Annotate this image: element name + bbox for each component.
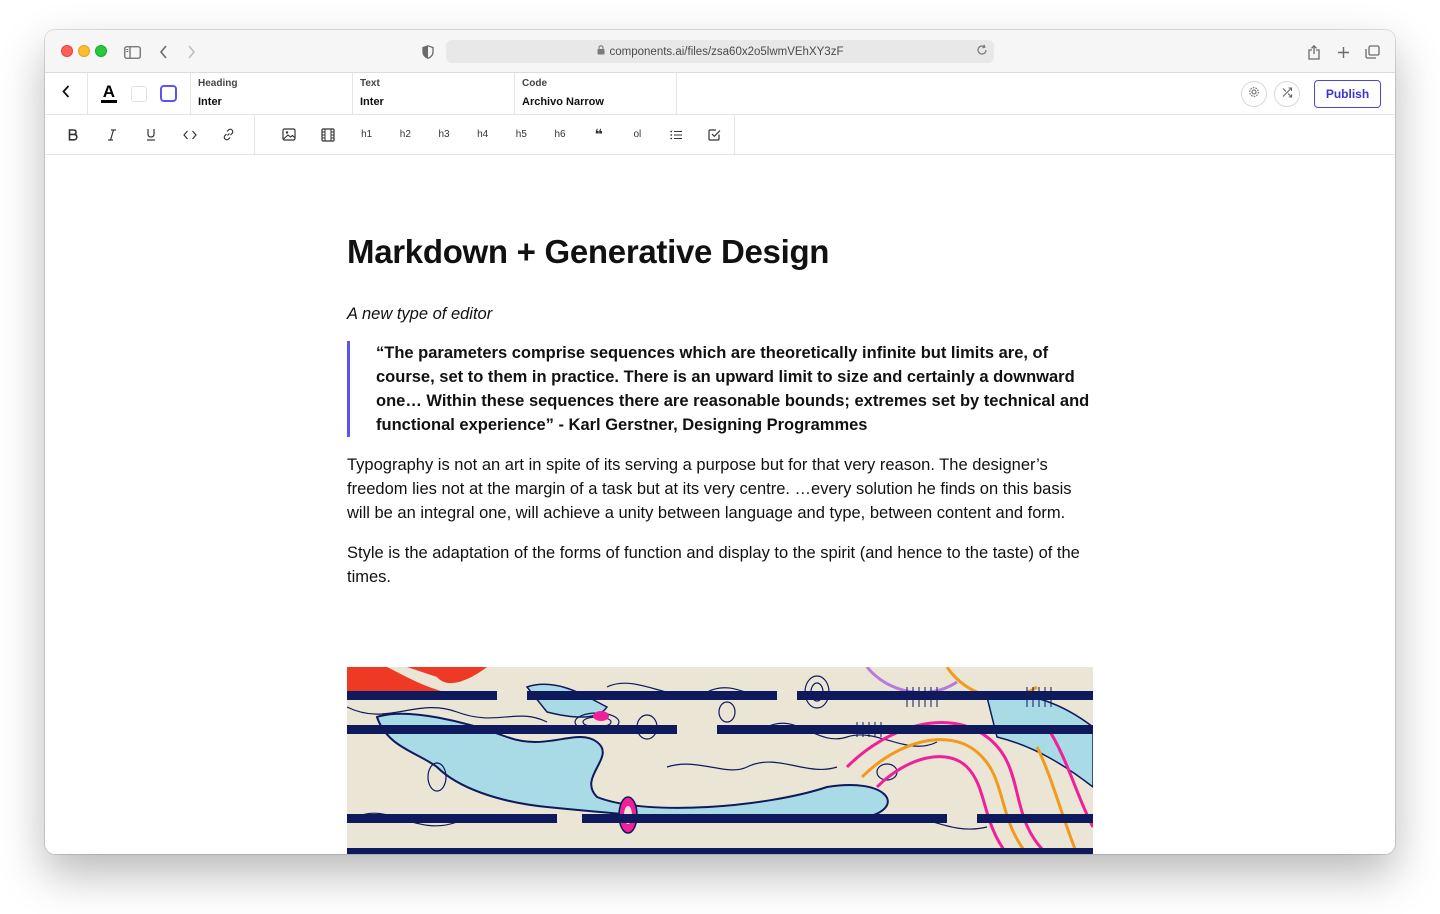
text-color-button[interactable]: A	[102, 82, 116, 101]
address-bar[interactable]	[446, 40, 994, 63]
reload-icon[interactable]	[976, 44, 988, 59]
back-button[interactable]	[45, 73, 88, 114]
back-nav-icon[interactable]	[152, 41, 174, 63]
zoom-window-button[interactable]	[95, 45, 107, 57]
publish-button[interactable]: Publish	[1314, 80, 1381, 108]
italic-button[interactable]	[92, 115, 131, 154]
link-icon	[222, 128, 235, 141]
browser-window	[45, 30, 1395, 854]
document-title[interactable]: Markdown + Generative Design	[347, 233, 830, 270]
h6-button[interactable]: h6	[554, 129, 566, 140]
code-font-label: Code	[522, 78, 547, 89]
bold-button[interactable]	[53, 115, 92, 154]
sidebar-icon[interactable]	[121, 41, 143, 63]
code-font-value: Archivo Narrow	[522, 96, 604, 108]
film-icon	[321, 128, 335, 142]
bullet-list-button[interactable]	[657, 115, 696, 154]
block-format-group	[255, 115, 735, 154]
underline-button[interactable]	[131, 115, 170, 154]
text-font-value: Inter	[360, 96, 384, 108]
background-color-swatch[interactable]	[131, 86, 147, 102]
accent-color-swatch[interactable]	[160, 85, 177, 102]
tab-overview-icon[interactable]	[1361, 41, 1383, 63]
link-button[interactable]	[209, 115, 248, 154]
lock-icon	[597, 45, 605, 58]
list-icon	[670, 130, 682, 140]
task-list-button[interactable]	[695, 115, 734, 154]
h4-button[interactable]: h4	[477, 129, 489, 140]
heading-font-label: Heading	[198, 78, 238, 89]
gear-icon	[1248, 85, 1260, 103]
paragraph[interactable]: Style is the adaptation of the forms of function and display to the spirit (and hence to the taste) of the times.	[347, 544, 1080, 586]
checkbox-icon	[708, 128, 721, 141]
ordered-list-button[interactable]: ol	[633, 129, 642, 140]
heading-font-value: Inter	[198, 96, 222, 108]
text-font-select[interactable]	[353, 73, 515, 114]
h5-button[interactable]: h5	[515, 129, 527, 140]
paragraph[interactable]: Typography is not an art in spite of its serving a purpose but for that very reason. The designer’s freedom lies not at the margin of a task but at its very centre. …every solution he finds on this basis will be an integral one, will achieve a unity between language and type, between content and form.	[347, 456, 1072, 522]
settings-button[interactable]	[1241, 81, 1267, 107]
block-quote[interactable]: “The parameters comprise sequences which are theoretically infinite but limits are, of course, set to them in practice. There is an upward limit to size and certainly a downward one… Within these sequences there are reasonable bounds; extremes set by technical and functional experience” - Karl Gerstner, Designing Programmes	[347, 341, 1093, 437]
forward-nav-icon[interactable]	[180, 41, 202, 63]
quote-icon: ❝	[594, 126, 603, 142]
h1-button[interactable]: h1	[361, 129, 373, 140]
document-subtitle[interactable]: A new type of editor	[347, 305, 493, 323]
close-window-button[interactable]	[61, 45, 73, 57]
font-toolbar	[45, 73, 1395, 115]
minimize-window-button[interactable]	[78, 45, 90, 57]
inline-format-group	[45, 115, 255, 154]
code-font-select[interactable]	[515, 73, 677, 114]
image-icon	[282, 128, 296, 141]
video-button[interactable]	[309, 115, 348, 154]
privacy-shield-icon[interactable]	[417, 41, 439, 63]
format-toolbar	[45, 115, 1395, 155]
bold-icon	[68, 129, 78, 141]
url-text: components.ai/files/zsa60x2o5lwmVEhXY3zF	[609, 45, 844, 58]
heading-font-select[interactable]	[191, 73, 353, 114]
shuffle-icon	[1282, 85, 1293, 103]
chevron-left-icon	[62, 85, 70, 103]
underline-icon	[146, 128, 156, 141]
h3-button[interactable]: h3	[438, 129, 450, 140]
code-button[interactable]	[170, 115, 209, 154]
shuffle-button[interactable]	[1274, 81, 1300, 107]
image-button[interactable]	[270, 115, 309, 154]
quote-button[interactable]	[579, 115, 618, 154]
code-icon	[183, 130, 197, 140]
generative-art-image[interactable]	[347, 667, 1093, 854]
generative-pattern	[347, 667, 1093, 854]
document-body[interactable]	[347, 233, 1093, 589]
browser-toolbar	[45, 30, 1395, 73]
h2-button[interactable]: h2	[399, 129, 411, 140]
share-icon[interactable]	[1303, 41, 1325, 63]
color-controls	[88, 73, 191, 114]
new-tab-icon[interactable]	[1332, 41, 1354, 63]
italic-icon	[107, 129, 117, 141]
text-font-label: Text	[360, 78, 380, 89]
